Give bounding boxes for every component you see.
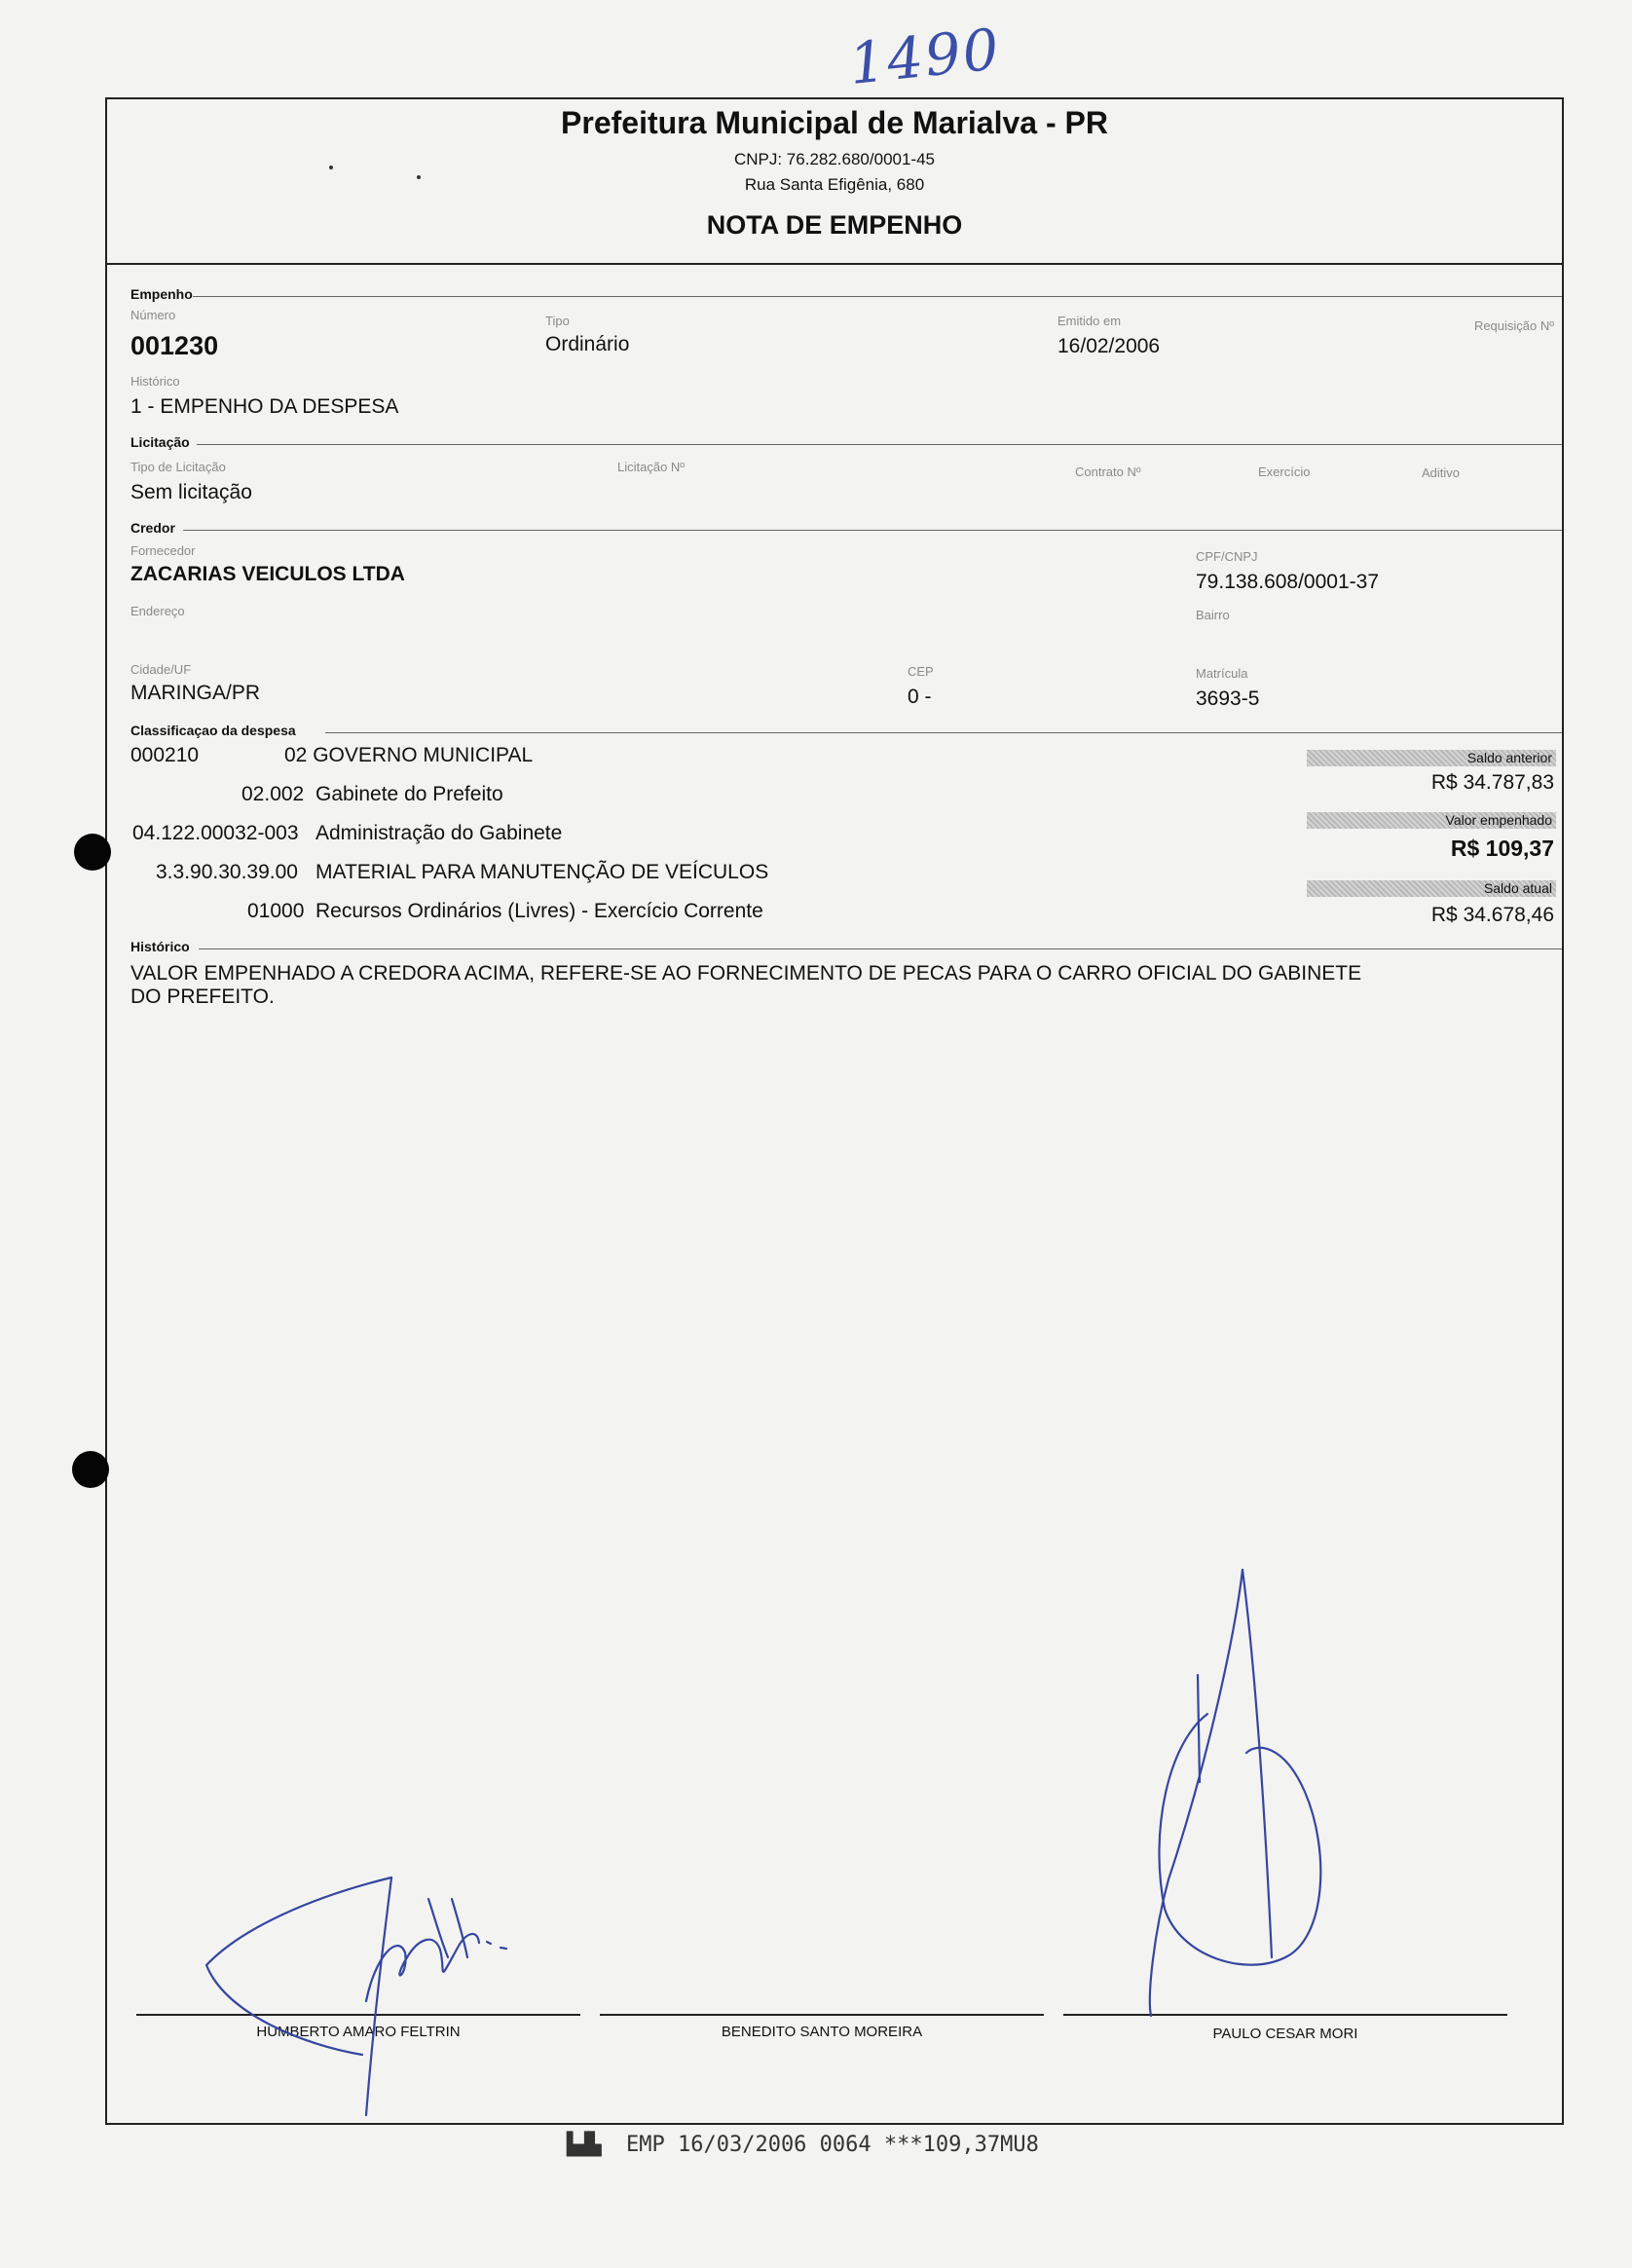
- tipo-licitacao-label: Tipo de Licitação: [130, 460, 226, 474]
- contrato-label: Contrato Nº: [1075, 465, 1141, 479]
- cpf-label: CPF/CNPJ: [1196, 549, 1258, 564]
- municipality-cnpj: CNPJ: 76.282.680/0001-45: [733, 150, 936, 168]
- credor-matricula: 3693-5: [1196, 688, 1260, 710]
- fornecedor-label: Fornecedor: [130, 543, 196, 558]
- valor-empenhado-label: Valor empenhado: [1307, 812, 1556, 829]
- licitacao-tipo: Sem licitação: [130, 481, 252, 503]
- classificacao-desc: Recursos Ordinários (Livres) - Exercício Corrente: [315, 900, 763, 922]
- empenho-historico: 1 - EMPENHO DA DESPESA: [130, 395, 399, 418]
- empenho-numero: 001230: [130, 331, 219, 360]
- cep-label: CEP: [908, 664, 934, 679]
- section-licitacao: Licitação: [130, 434, 190, 450]
- signatory-2-name: BENEDITO SANTO MOREIRA: [721, 2024, 923, 2040]
- classificacao-code: 3.3.90.30.39.00: [156, 861, 298, 883]
- bairro-label: Bairro: [1196, 608, 1230, 622]
- matricula-label: Matrícula: [1196, 666, 1248, 681]
- endereco-label: Endereço: [130, 604, 185, 618]
- aditivo-label: Aditivo: [1422, 465, 1461, 480]
- historico-line-2: DO PREFEITO.: [130, 985, 275, 1008]
- credor-cpf: 79.138.608/0001-37: [1196, 571, 1380, 593]
- classificacao-desc: Administração do Gabinete: [315, 822, 563, 844]
- section-classificacao: Classificaçao da despesa: [130, 723, 296, 738]
- signatory-3-name: PAULO CESAR MORI: [1212, 2026, 1358, 2042]
- document-title: NOTA DE EMPENHO: [706, 210, 963, 240]
- classificacao-desc: MATERIAL PARA MANUTENÇÃO DE VEÍCULOS: [315, 861, 769, 883]
- requisicao-label: Requisição Nº: [1473, 318, 1554, 333]
- historico-line-1: VALOR EMPENHADO A CREDORA ACIMA, REFERE-SE AO FORNECIMENTO DE PECAS PARA O CARRO OFICIAL DO GABINETE: [130, 962, 1362, 985]
- footer-stamp: [567, 2133, 1039, 2157]
- section-empenho: Empenho: [130, 286, 193, 302]
- classificacao-code: 02.002: [241, 783, 305, 805]
- municipality-address: Rua Santa Efigênia, 680: [744, 175, 925, 194]
- saldo-anterior-label: Saldo anterior: [1307, 750, 1556, 766]
- tipo-label: Tipo: [545, 314, 570, 328]
- emitido-label: Emitido em: [1057, 314, 1122, 328]
- licitacao-numero-label: Licitação Nº: [617, 460, 686, 474]
- classificacao-desc: Gabinete do Prefeito: [315, 783, 503, 805]
- historico-label: Histórico: [130, 374, 180, 389]
- saldo-anterior-value: R$ 34.787,83: [1430, 771, 1554, 794]
- classificacao-code: 04.122.00032-003: [132, 822, 299, 844]
- exercicio-label: Exercício: [1258, 465, 1311, 479]
- numero-label: Número: [130, 308, 176, 322]
- empenho-emitido: 16/02/2006: [1057, 335, 1161, 357]
- signatory-1-name: HUMBERTO AMARO FELTRIN: [256, 2024, 461, 2040]
- bank-logo: ▙▟▙: [567, 2133, 600, 2157]
- saldo-atual-value: R$ 34.678,46: [1430, 904, 1554, 926]
- municipality-title: Prefeitura Municipal de Marialva - PR: [561, 105, 1108, 140]
- saldo-atual-label: Saldo atual: [1307, 880, 1556, 897]
- credor-fornecedor: ZACARIAS VEICULOS LTDA: [130, 563, 405, 585]
- classificacao-code: 01000: [247, 900, 305, 922]
- classificacao-code: 000210: [130, 744, 200, 766]
- cidade-label: Cidade/UF: [130, 662, 192, 677]
- valor-empenhado-value: R$ 109,37: [1450, 836, 1554, 861]
- empenho-tipo: Ordinário: [545, 333, 630, 355]
- footer-stamp-text: EMP 16/03/2006 0064 ***109,37MU8: [626, 2133, 1039, 2157]
- handwritten-page-number: 1490: [845, 16, 1004, 97]
- credor-cep: 0 -: [908, 686, 932, 708]
- section-credor: Credor: [130, 520, 175, 536]
- classificacao-desc: 02 GOVERNO MUNICIPAL: [284, 744, 534, 766]
- section-historico: Histórico: [130, 939, 190, 954]
- credor-cidade: MARINGA/PR: [130, 682, 261, 704]
